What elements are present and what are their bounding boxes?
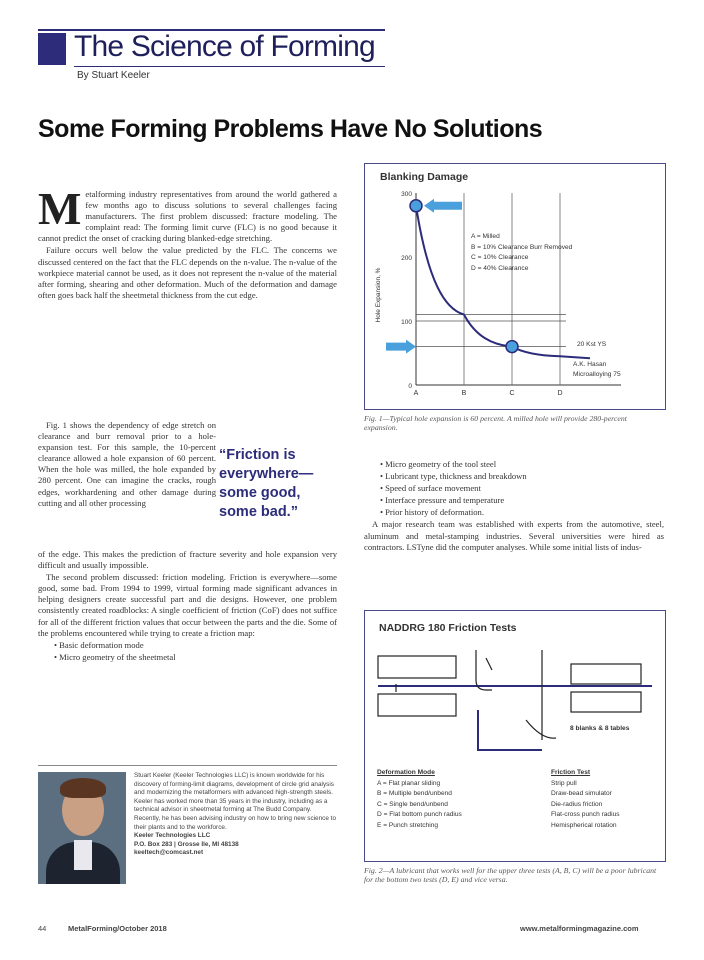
- mode-item: E = Punch stretching: [377, 821, 439, 829]
- mode-item: B = Multiple bend/unbend: [377, 790, 452, 797]
- figure-1-annotation: A.K. Hasan: [573, 361, 607, 368]
- y-tick-label: 300: [401, 191, 412, 198]
- author-photo: [38, 772, 126, 884]
- bullet-item: • Speed of surface movement: [380, 483, 481, 494]
- upper-die-block: [378, 656, 456, 678]
- figure-2-title: NADDRG 180 Friction Tests: [379, 622, 517, 634]
- bullet-item: • Prior history of deformation.: [380, 507, 484, 518]
- column-title: The Science of Forming: [74, 30, 375, 63]
- bio-company: Keeler Technologies LLC: [134, 832, 211, 840]
- test-item: Flat-cross punch radius: [551, 811, 620, 818]
- paragraph-4: The second problem discussed: friction modeling. Friction is everywhere—some good, some bad. From 1994 to 1999, virtual forming made significant advances in helping designers create successful part and die designs. However, one problem consistently created roadblocks: A single coefficient of friction (CoF) does not suffice for all of the different friction values that occur between the parts and the die. Some of the problems encountered while trying to create a friction map:: [38, 572, 337, 638]
- friction-test-list: [551, 768, 620, 831]
- photo-shirt: [74, 840, 92, 870]
- legend-item: D = 40% Clearance: [471, 264, 529, 272]
- column-header: Deformation Mode: [377, 769, 435, 776]
- mode-item: A = Flat planar sliding: [377, 779, 441, 787]
- mode-item: D = Flat bottom punch radius: [377, 811, 462, 818]
- arrow-icon: [386, 340, 416, 354]
- bullet-item: • Interface pressure and temperature: [380, 495, 505, 506]
- lower-die-block: [378, 694, 456, 716]
- legend-item: B = 10% Clearance Burr Removed: [471, 243, 573, 251]
- drop-cap: M: [38, 183, 82, 234]
- table: [571, 692, 641, 712]
- y-axis-label: Hole Expansion, %: [375, 267, 382, 323]
- figure-2-label: 8 blanks & 8 tables: [570, 725, 630, 732]
- friction-die-diagram: [378, 650, 652, 750]
- figure-1-caption: Fig. 1—Typical hole expansion is 60 percent. A milled hole will provide 280-percent expansion.: [364, 414, 627, 433]
- highlight-point: [506, 341, 518, 353]
- formed-strip: [478, 710, 542, 750]
- headline: Some Forming Problems Have No Solutions: [38, 115, 543, 143]
- column-header-rule: [74, 66, 385, 67]
- arrow: [486, 658, 492, 670]
- byline: By Stuart Keeler: [77, 70, 150, 81]
- figure-1-annotation: Microalloying 75: [573, 371, 621, 378]
- test-item: Draw-bead simulator: [551, 790, 612, 797]
- paragraph-3a: Fig. 1 shows the dependency of edge stretch on clearance and burr removal prior to a hole-expansion test. For this sample, the 10-percent clearance allowed a hole expansion of 60 percent. When the hole was milled, the hole expanded by 280 percent. One can imagine the cracks, rough edges, workhardening and other damage during cutting and all other processing: [38, 420, 216, 508]
- bio-text: Stuart Keeler (Keeler Technologies LLC) is known worldwide for his discovery of forming-limit diagrams, development of circle grid analysis and modernizing the metalformers with advanced high-strength steels. Keeler has worked more than 35 years in the industry, including as a technical advisor in sheetmetal forming at The Budd Company. Recently, he has been advising industry on how to bring new science to their plants and to the workforce.: [134, 772, 337, 831]
- radius-arc: [526, 720, 556, 738]
- x-tick-label: B: [461, 390, 467, 397]
- bullet-item: • Micro geometry of the tool steel: [380, 459, 497, 469]
- footer-website[interactable]: www.metalformingmagazine.com: [520, 924, 639, 933]
- paragraph-2: Failure occurs well below the value predicted by the FLC. The concerns we discussed centered on the fact that the FLC depends on the n-value. The n-value of the workpiece material cannot be used, as it does not represent the n-value of the material after forming, shearing and other deformation. Much of the deformation and damage often goes back half the sheetmetal thickness from the cut edge.: [38, 245, 337, 300]
- x-tick-label: C: [509, 390, 515, 397]
- column-header-block: [38, 33, 66, 65]
- bullet-item: • Micro geometry of the sheetmetal: [54, 651, 176, 662]
- column-header: Friction Test: [551, 769, 591, 776]
- right-column: [364, 459, 664, 554]
- bullet-item: • Lubricant type, thickness and breakdown: [380, 471, 527, 482]
- bio-address: P.O. Box 283 | Grosse Ile, MI 48138: [134, 840, 239, 848]
- test-item: Die-radius friction: [551, 800, 603, 808]
- footer-page-number: 44: [38, 924, 47, 933]
- series-line: [416, 206, 590, 358]
- legend-item: A = Milled: [471, 233, 500, 240]
- arrow-icon: [424, 199, 462, 213]
- bio-email[interactable]: keeltech@comcast.net: [134, 849, 204, 857]
- paragraph-3b: of the edge. This makes the prediction of fracture severity and hole expansion very difficult and usually impossible.: [38, 549, 337, 571]
- pull-quote: [219, 446, 337, 522]
- paragraph-1: etalforming industry representatives from around the world gathered a few months ago to discuss solutions to several challenges facing manufacturers. The first problem discussed: fracture modeling. The complaint read: The forming limit curve (FLC) is no good because it cannot predict the onset of cracking during blanked-edge stretching.: [38, 189, 337, 244]
- bio-rule: [38, 765, 337, 766]
- pull-quote-text: “Friction is everywhere—some good, some bad.”: [219, 447, 314, 520]
- left-column-narrow: [38, 420, 216, 510]
- figure-2-caption: Fig. 2—A lubricant that works well for the upper three tests (A, B, C) will be a poor lubricant for the bottom two tests (D, E) and vice versa.: [364, 866, 657, 885]
- photo-hair: [60, 778, 106, 798]
- deformation-mode-list: [377, 768, 462, 831]
- y-tick-label: 0: [408, 383, 412, 390]
- friction-tests-diagram: [366, 640, 662, 760]
- punch-profile: [476, 650, 492, 690]
- left-column: [38, 183, 337, 302]
- test-item: Strip pull: [551, 779, 577, 787]
- y-tick-label: 200: [401, 255, 412, 262]
- x-tick-label: D: [557, 390, 563, 397]
- test-item: Hemispherical rotation: [551, 821, 617, 829]
- highlight-point: [410, 200, 422, 212]
- right-paragraph: A major research team was established with experts from the automotive, steel, aluminum and metal-stamping industries. Several universities were hired as contractors. LSTyne did the computer analyses. While some initial lists of indus-: [364, 519, 664, 552]
- left-column-lower: [38, 549, 337, 664]
- footer-magazine: MetalForming/October 2018: [68, 924, 167, 933]
- mode-item: C = Single bend/unbend: [377, 800, 448, 808]
- figure-1-legend: [471, 232, 572, 274]
- blank: [571, 664, 641, 684]
- figure-1-title: Blanking Damage: [380, 171, 469, 183]
- legend-item: C = 10% Clearance: [471, 254, 529, 261]
- author-bio: [134, 772, 339, 858]
- figure-1-annotation: 20 Kst YS: [577, 341, 607, 348]
- y-tick-label: 100: [401, 319, 412, 326]
- bullet-item: • Basic deformation mode: [54, 639, 144, 650]
- x-tick-label: A: [413, 390, 419, 397]
